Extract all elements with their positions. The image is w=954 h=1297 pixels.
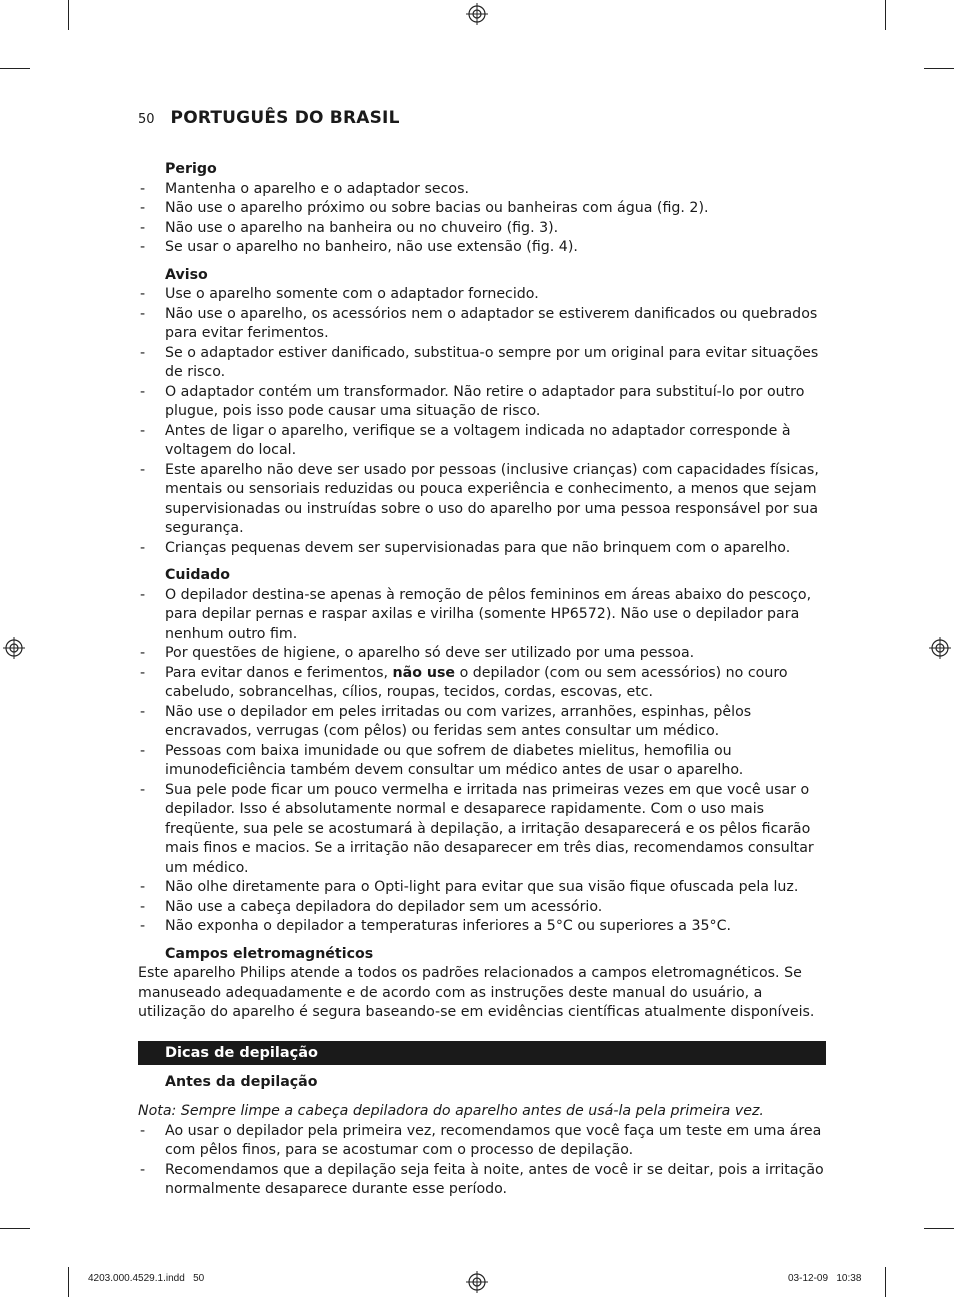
note-text: Nota: Sempre limpe a cabeça depiladora do aparelho antes de usá-la pela primeira vez. — [138, 1103, 764, 1119]
section-dicas — [138, 1073, 830, 1200]
crop-mark — [68, 0, 69, 30]
list-item: - Use o aparelho somente com o adaptador fornecido. — [138, 285, 830, 305]
list-item: - O adaptador contém um transformador. Não retire o adaptador para substituí-lo por outro plugue, pois isso pode causar uma situação de risco. — [138, 383, 830, 422]
list-item: - Não use a cabeça depiladora do depilador sem um acessório. — [138, 898, 830, 918]
section-heading: Antes da depilação — [165, 1073, 318, 1090]
page-header — [138, 108, 400, 132]
list-item: - Não use o aparelho na banheira ou no chuveiro (fig. 3). — [138, 219, 830, 239]
crop-mark — [885, 0, 886, 30]
section-banner: Dicas de depilação — [138, 1041, 826, 1065]
crop-mark — [0, 68, 30, 69]
section-cuidado — [138, 566, 830, 937]
list-item: - Por questões de higiene, o aparelho só deve ser utilizado por uma pessoa. — [138, 644, 830, 664]
list-item: - Antes de ligar o aparelho, verifique se a voltagem indicada no adaptador corresponde à voltagem do local. — [138, 422, 830, 461]
section-aviso — [138, 266, 830, 559]
crop-mark — [68, 1267, 69, 1297]
footer-file-info: 4203.000.4529.1.indd 50 — [88, 1273, 205, 1284]
registration-mark-icon — [3, 637, 25, 659]
list-item: - Se o adaptador estiver danificado, substitua-o sempre por um original para evitar situações de risco. — [138, 344, 830, 383]
list-item — [138, 664, 830, 703]
page-number: 50 — [138, 112, 155, 127]
section-heading: Perigo — [165, 161, 217, 177]
crop-mark — [924, 68, 954, 69]
list-item: - Não use o aparelho, os acessórios nem o adaptador se estiverem danificados ou quebrados para evitar ferimentos. — [138, 305, 830, 344]
section-heading: Campos eletromagnéticos — [165, 945, 374, 962]
list-item: - Não exponha o depilador a temperaturas inferiores a 5°C ou superiores a 35°C. — [138, 917, 830, 937]
list-item: - Ao usar o depilador pela primeira vez, recomendamos que você faça um teste em uma área com pêlos finos, para se acostumar com o processo de depilação. — [138, 1122, 830, 1161]
page-title: PORTUGUÊS DO BRASIL — [170, 108, 400, 128]
list-item: - Mantenha o aparelho e o adaptador secos. — [138, 180, 830, 200]
section-heading: Cuidado — [165, 567, 231, 583]
document-body — [138, 160, 830, 1200]
footer-timestamp: 03-12-09 10:38 — [788, 1273, 862, 1284]
list-item: - Se usar o aparelho no banheiro, não use extensão (fig. 4). — [138, 238, 830, 258]
crop-mark — [924, 1228, 954, 1229]
list-item-text: o depilador (com ou sem acessórios) no couro cabeludo, sobrancelhas, cílios, roupas, tecidos, cordas, escovas, etc. — [165, 664, 788, 700]
section-campos — [138, 945, 830, 1023]
bullet-list — [138, 586, 830, 937]
list-item-text: Para evitar danos e ferimentos, — [165, 664, 393, 681]
bullet-list — [138, 180, 830, 258]
paragraph: Este aparelho Philips atende a todos os padrões relacionados a campos eletromagnéticos. Se manuseado adequadamente e de acordo com as instruções deste manual do usuário, a utilização do aparelho é segura baseando-se em evidências científicas atualmente disponíveis. — [138, 965, 815, 1020]
section-perigo — [138, 160, 830, 258]
bullet-list — [138, 285, 830, 558]
crop-mark — [885, 1267, 886, 1297]
list-item: - Não use o depilador em peles irritadas ou com varizes, arranhões, espinhas, pêlos encravados, verrugas (com pêlos) ou feridas sem antes consultar um médico. — [138, 703, 830, 742]
list-item: - Crianças pequenas devem ser supervisionadas para que não brinquem com o aparelho. — [138, 539, 830, 559]
bullet-list — [138, 1122, 830, 1200]
list-item: - Não use o aparelho próximo ou sobre bacias ou banheiras com água (fig. 2). — [138, 199, 830, 219]
list-item: - Não olhe diretamente para o Opti-light para evitar que sua visão fique ofuscada pela luz. — [138, 878, 830, 898]
section-heading: Aviso — [165, 266, 208, 283]
registration-mark-icon — [466, 3, 488, 25]
emphasis-text: não use — [392, 664, 456, 681]
list-item: - Sua pele pode ficar um pouco vermelha e irritada nas primeiras vezes em que você usar o depilador. Isso é absolutamente normal e desaparece rapidamente. Com o uso mais freqüente, sua pele se acostumará à depilação, a irritação desaparecerá e os pêlos ficarão mais finos e macios. Se a irritação não desaparecer em três dias, recomendamos consultar um médico. — [138, 781, 830, 879]
list-item: - Recomendamos que a depilação seja feita à noite, antes de você ir se deitar, pois a irritação normalmente desaparece durante esse período. — [138, 1161, 830, 1200]
list-item: - Este aparelho não deve ser usado por pessoas (inclusive crianças) com capacidades físicas, mentais ou sensoriais reduzidas ou pouca experiência e conhecimento, a menos que sejam supervisionadas ou instruídas sobre o uso do aparelho por uma pessoa responsável por sua segurança. — [138, 461, 830, 539]
crop-mark — [0, 1228, 30, 1229]
registration-mark-icon — [929, 637, 951, 659]
registration-mark-icon — [466, 1271, 488, 1293]
list-item: - Pessoas com baixa imunidade ou que sofrem de diabetes mielitus, hemofilia ou imunodeficiência também devem consultar um médico antes de usar o aparelho. — [138, 742, 830, 781]
list-item: - O depilador destina-se apenas à remoção de pêlos femininos em áreas abaixo do pescoço, para depilar pernas e raspar axilas e virilha (somente HP6572). Não use o depilador para nenhum outro fim. — [138, 586, 830, 645]
